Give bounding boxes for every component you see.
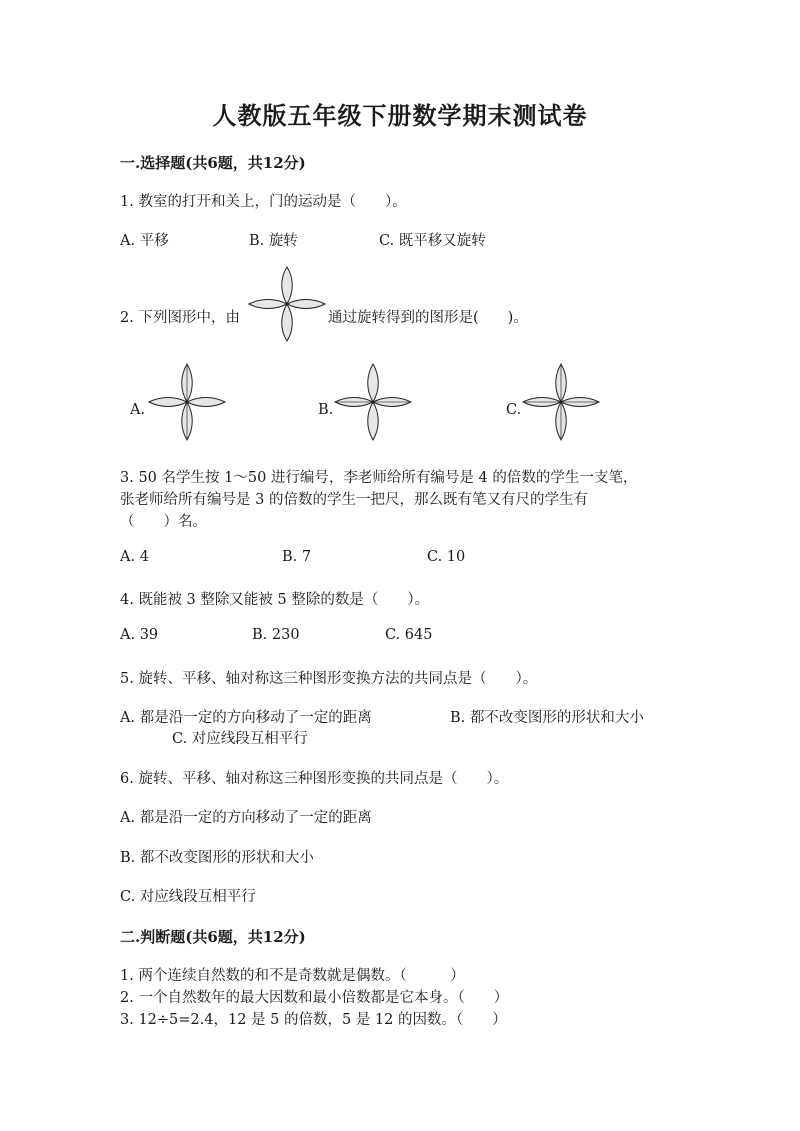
q2-option-c-label: C. xyxy=(506,402,522,418)
section-choice-heading: 一.选择题(共6题，共12分) xyxy=(120,154,306,172)
q1-option-a: A. 平移 xyxy=(120,233,169,249)
section-judge-heading: 二.判断题(共6题，共12分) xyxy=(120,928,306,946)
q6-option-a: A. 都是沿一定的方向移动了一定的距离 xyxy=(120,810,372,826)
question-3-line-3: （ ）名。 xyxy=(120,514,207,530)
question-3-line-1: 3. 50 名学生按 1～50 进行编号，李老师给所有编号是 4 的倍数的学生一支笔， xyxy=(120,470,638,486)
q4-option-a: A. 39 xyxy=(120,627,159,643)
judge-item-1: 1. 两个连续自然数的和不是奇数就是偶数。（ ） xyxy=(120,968,465,984)
q3-option-b: B. 7 xyxy=(282,549,312,565)
q2-option-a-label: A. xyxy=(130,402,146,418)
q4-option-b: B. 230 xyxy=(252,627,300,643)
judge-item-3: 3. 12÷5=2.4，12 是 5 的倍数，5 是 12 的因数。（ ） xyxy=(120,1012,507,1028)
page-title: 人教版五年级下册数学期末测试卷 xyxy=(212,101,588,130)
q2-option-b-label: B. xyxy=(318,402,334,418)
q3-option-a: A. 4 xyxy=(120,549,149,565)
q6-option-c: C. 对应线段互相平行 xyxy=(120,889,256,905)
question-2-suffix: 通过旋转得到的图形是( )。 xyxy=(328,310,528,326)
question-1: 1. 教室的打开和关上，门的运动是（ ）。 xyxy=(120,194,407,210)
question-4: 4. 既能被 3 整除又能被 5 整除的数是（ ）。 xyxy=(120,592,430,608)
q3-option-c: C. 10 xyxy=(427,549,466,565)
q1-option-c: C. 既平移又旋转 xyxy=(379,233,486,249)
question-6: 6. 旋转、平移、轴对称这三种图形变换的共同点是（ ）。 xyxy=(120,771,509,787)
q6-option-b: B. 都不改变图形的形状和大小 xyxy=(120,850,314,866)
q4-option-c: C. 645 xyxy=(385,627,433,643)
judge-item-2: 2. 一个自然数年的最大因数和最小倍数都是它本身。（ ） xyxy=(120,990,509,1006)
q2-option-a-figure xyxy=(148,363,226,441)
question-2-prefix: 2. 下列图形中，由 xyxy=(120,310,240,326)
question-3-line-2: 张老师给所有编号是 3 的倍数的学生一把尺，那么既有笔又有尺的学生有 xyxy=(120,492,588,508)
q1-option-b: B. 旋转 xyxy=(249,233,298,249)
q5-option-a: A. 都是沿一定的方向移动了一定的距离 xyxy=(120,710,372,726)
q2-option-c-figure xyxy=(522,363,600,441)
question-5: 5. 旋转、平移、轴对称这三种图形变换方法的共同点是（ ）。 xyxy=(120,671,538,687)
q2-option-b-figure xyxy=(334,363,412,441)
q5-option-c: C. 对应线段互相平行 xyxy=(172,731,308,747)
q5-option-b: B. 都不改变图形的形状和大小 xyxy=(450,710,644,726)
reference-flower-figure xyxy=(249,266,325,342)
